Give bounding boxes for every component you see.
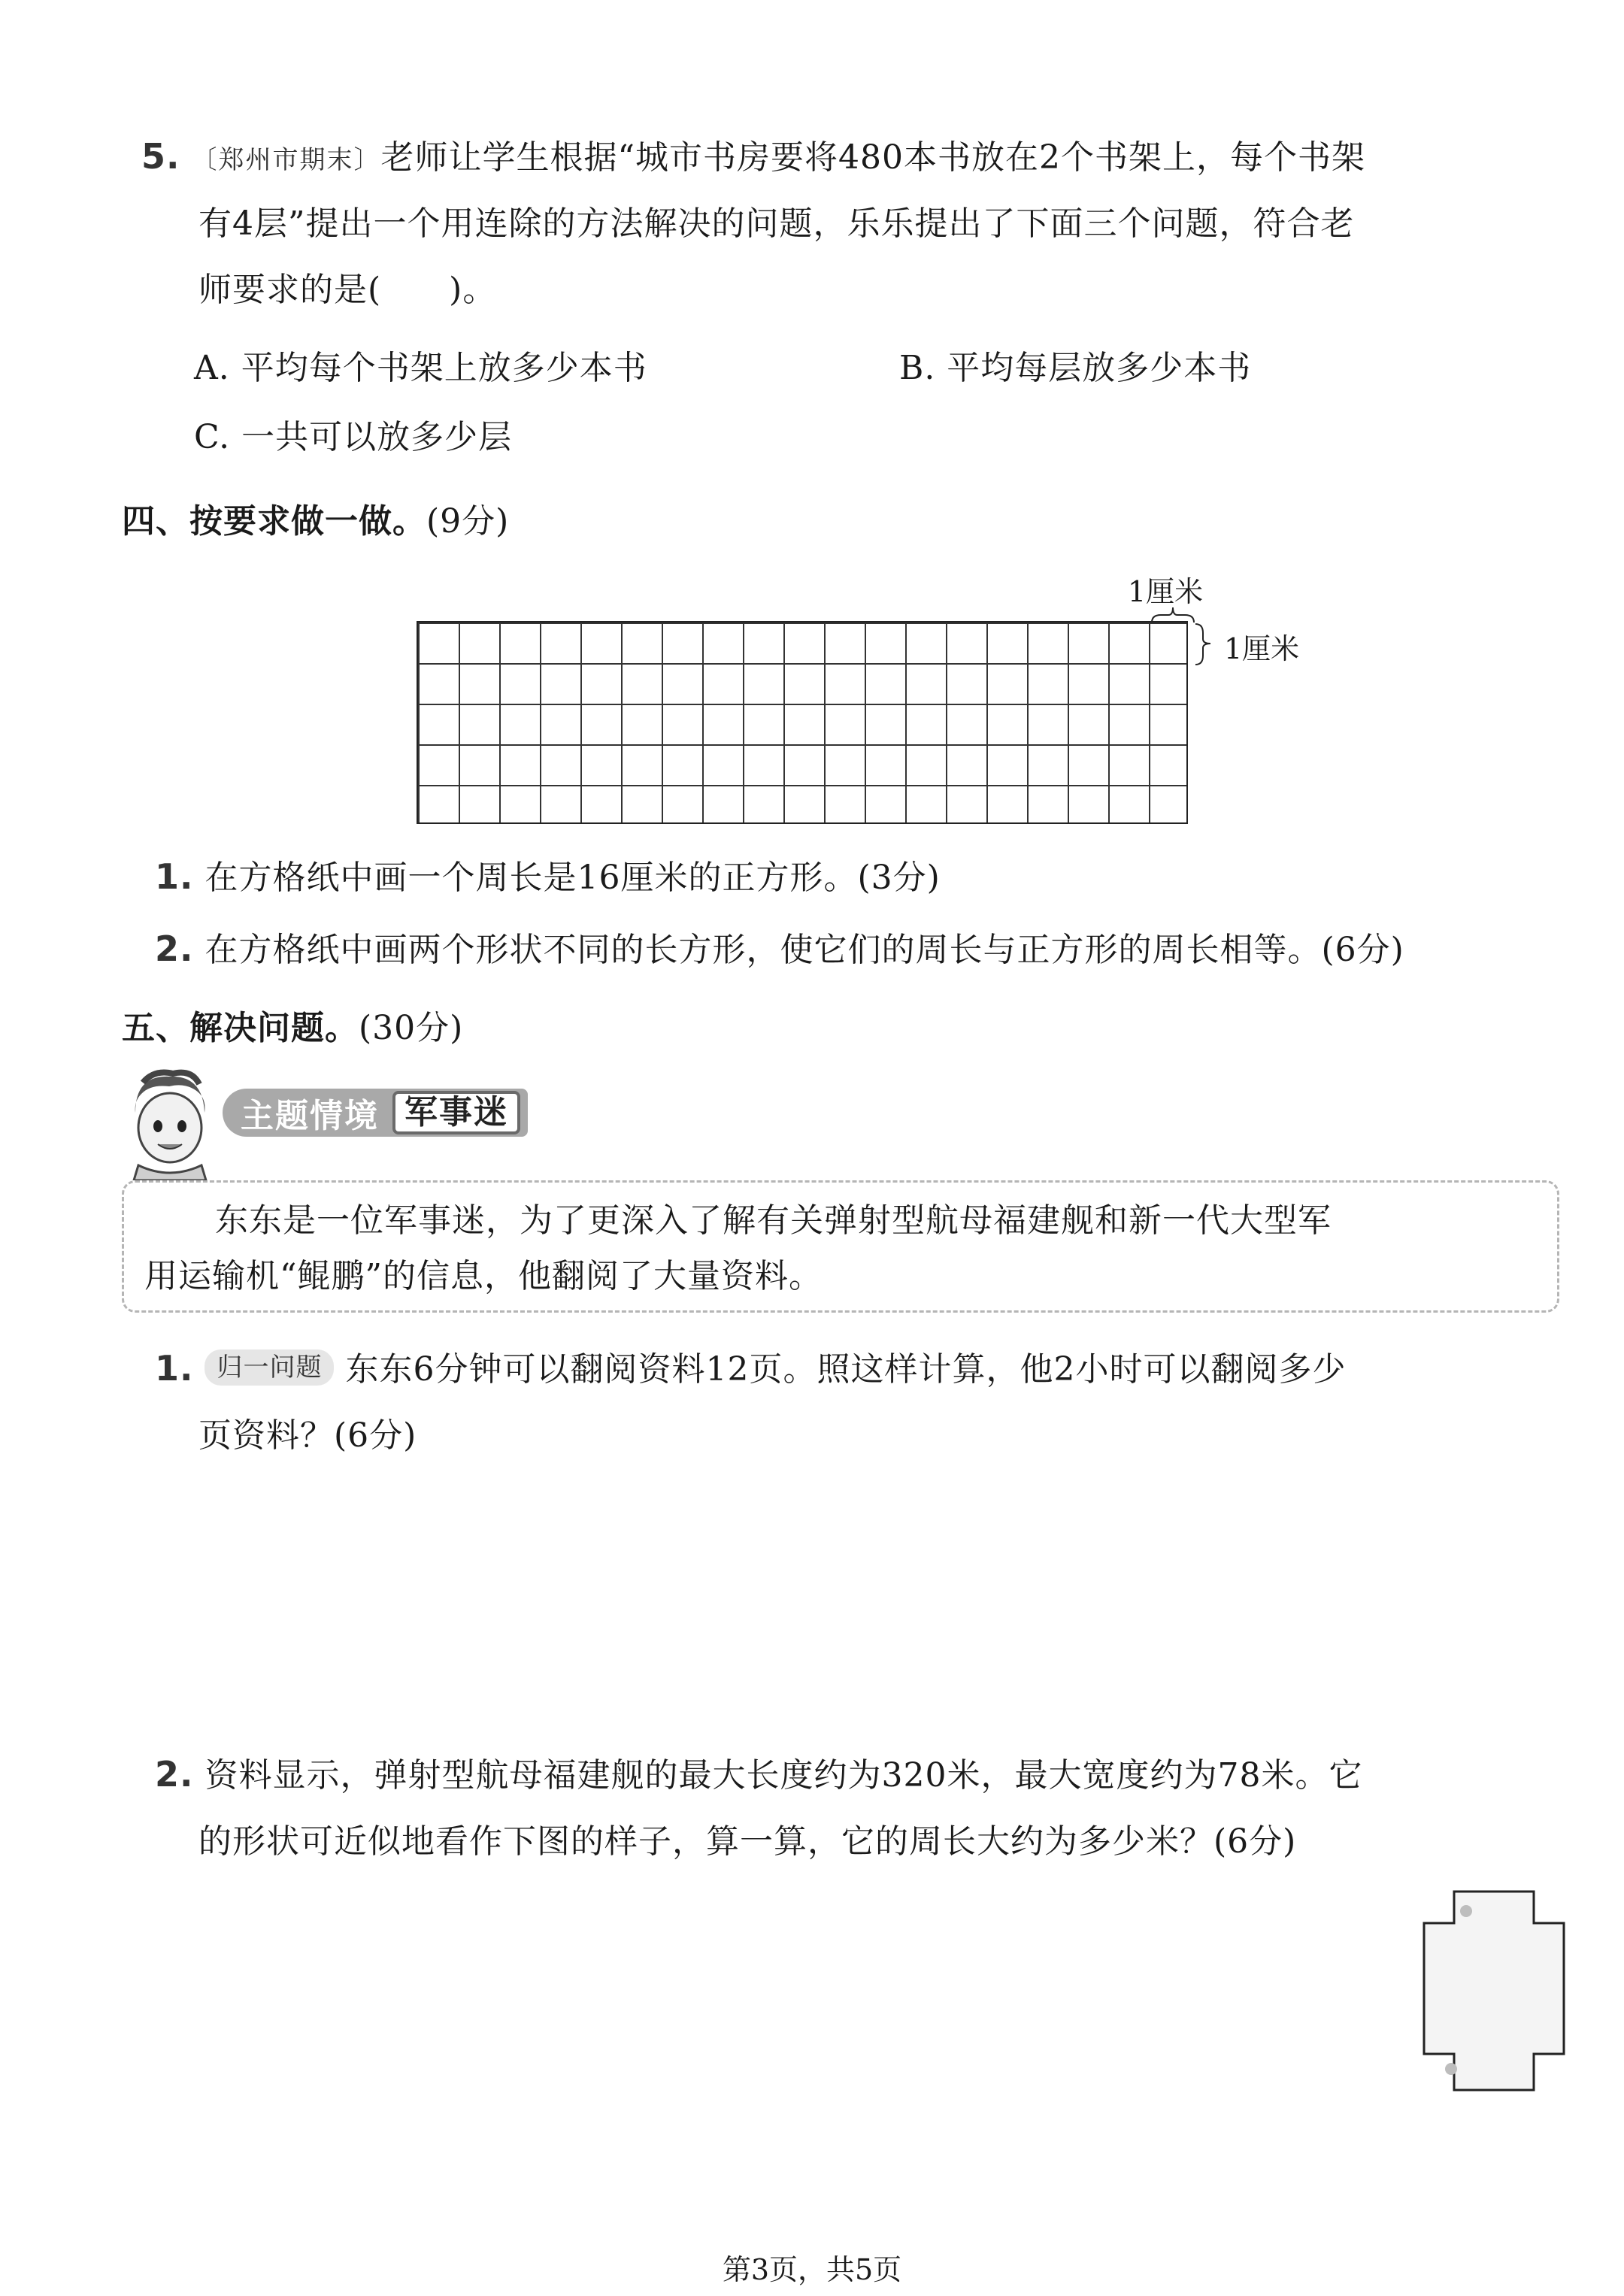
section5-q1 xyxy=(155,1346,1346,1392)
q5-option-a: A. 平均每个书架上放多少本书 xyxy=(194,349,647,387)
section5-q2 xyxy=(155,1752,1362,1798)
theme-subtitle: 军事迷 xyxy=(392,1091,520,1134)
theme-title: 主题情境 xyxy=(241,1097,379,1135)
section4-q1-number: 1. xyxy=(155,856,194,897)
q5-text-line1: 老师让学生根据“城市书房要将480本书放在2个书架上，每个书架 xyxy=(380,138,1365,177)
q5-number: 5. xyxy=(141,136,180,177)
section5-q1-tag: 归一问题 xyxy=(205,1349,334,1386)
section5-heading xyxy=(122,1006,463,1051)
section4-points: (9分) xyxy=(426,502,510,541)
unit-label-side: 1厘米 xyxy=(1224,632,1300,665)
section4-q2 xyxy=(155,926,1404,973)
section5-q2-line2: 的形状可近似地看作下图的样子，算一算，它的周长大约为多少米？(6分) xyxy=(198,1822,1297,1861)
q5-text-line2: 有4层”提出一个用连除的方法解决的问题，乐乐提出了下面三个问题，符合老 xyxy=(198,204,1355,243)
q5-text-line3: 师要求的是( )。 xyxy=(198,271,497,309)
section5-q1-line1: 东东6分钟可以翻阅资料12页。照这样计算，他2小时可以翻阅多少 xyxy=(345,1350,1347,1389)
context-line1: 东东是一位军事迷，为了更深入了解有关弹射型航母福建舰和新一代大型军 xyxy=(215,1201,1332,1240)
brace-side-icon xyxy=(1194,622,1212,666)
page-number: 第3页，共5页 xyxy=(722,2253,902,2286)
carrier-shape-icon xyxy=(1421,1889,1571,2096)
section4-q1-text: 在方格纸中画一个周长是16厘米的正方形。(3分) xyxy=(205,859,941,897)
grid-paper[interactable] xyxy=(417,621,1188,824)
section4-title: 四、按要求做一做。 xyxy=(122,502,426,541)
section5-q2-line1: 资料显示，弹射型航母福建舰的最大长度约为320米，最大宽度约为78米。它 xyxy=(205,1756,1363,1795)
section5-q1-number: 1. xyxy=(155,1348,194,1389)
section4-q2-number: 2. xyxy=(155,928,194,969)
section5-points: (30分) xyxy=(359,1009,464,1047)
section4-heading xyxy=(122,499,509,544)
section4-q1 xyxy=(155,854,941,901)
q5-source-tag: 〔郑州市期末〕 xyxy=(191,145,381,175)
q5-option-b: B. 平均每层放多少本书 xyxy=(899,349,1252,387)
section4-q2-text: 在方格纸中画两个形状不同的长方形，使它们的周长与正方形的周长相等。(6分) xyxy=(205,931,1404,969)
q5-line1 xyxy=(141,134,1365,183)
q5-option-c: C. 一共可以放多少层 xyxy=(194,418,513,456)
context-line2: 用运输机“鲲鹏”的信息，他翻阅了大量资料。 xyxy=(144,1257,823,1295)
unit-label-top: 1厘米 xyxy=(1128,575,1204,608)
section5-q2-number: 2. xyxy=(155,1754,194,1795)
section5-title: 五、解决问题。 xyxy=(122,1009,359,1047)
section5-q1-line2: 页资料？(6分) xyxy=(198,1416,417,1455)
boy-avatar-icon xyxy=(113,1068,226,1180)
theme-banner xyxy=(223,1089,528,1137)
